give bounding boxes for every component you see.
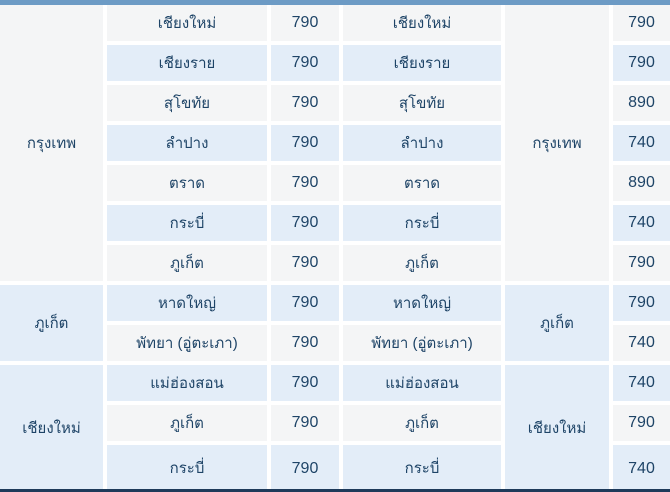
destination-cell-left: ลำปาง	[107, 125, 267, 161]
price-cell-left: 790	[271, 365, 339, 401]
price-cell-left: 790	[271, 85, 339, 121]
destination-cell-left: หาดใหญ่	[107, 285, 267, 321]
destination-cell-left: เชียงราย	[107, 45, 267, 81]
origin-cell-left-bangkok: กรุงเทพ	[0, 5, 103, 281]
origin-cell-left-chiangmai: เชียงใหม่	[0, 365, 103, 492]
destination-cell-right: เชียงราย	[343, 45, 501, 81]
destination-cell-right: สุโขทัย	[343, 85, 501, 121]
destination-cell-right: หาดใหญ่	[343, 285, 501, 321]
price-cell-right: 740	[613, 365, 670, 401]
price-cell-right: 740	[613, 325, 670, 361]
price-cell-right: 790	[613, 5, 670, 41]
price-cell-left: 790	[271, 245, 339, 281]
price-cell-right: 890	[613, 165, 670, 201]
destination-cell-left: สุโขทัย	[107, 85, 267, 121]
price-cell-left: 790	[271, 325, 339, 361]
destination-cell-left: กระบี่	[107, 205, 267, 241]
price-cell-right: 740	[613, 205, 670, 241]
price-cell-right: 740	[613, 445, 670, 492]
destination-cell-left: กระบี่	[107, 445, 267, 492]
destination-cell-left: ภูเก็ต	[107, 245, 267, 281]
price-cell-right: 740	[613, 125, 670, 161]
fare-table	[0, 5, 670, 492]
price-cell-right: 890	[613, 85, 670, 121]
price-cell-right: 790	[613, 285, 670, 321]
destination-cell-right: พัทยา (อู่ตะเภา)	[343, 325, 501, 361]
destination-cell-left: ภูเก็ต	[107, 405, 267, 441]
price-cell-right: 790	[613, 405, 670, 441]
destination-cell-right: ภูเก็ต	[343, 245, 501, 281]
price-cell-left: 790	[271, 405, 339, 441]
origin-cell-left-phuket: ภูเก็ต	[0, 285, 103, 361]
destination-cell-right: กระบี่	[343, 205, 501, 241]
destination-cell-right: เชียงใหม่	[343, 5, 501, 41]
destination-cell-right: ลำปาง	[343, 125, 501, 161]
price-cell-left: 790	[271, 205, 339, 241]
price-cell-left: 790	[271, 45, 339, 81]
destination-cell-left: พัทยา (อู่ตะเภา)	[107, 325, 267, 361]
destination-cell-left: ตราด	[107, 165, 267, 201]
destination-cell-right: แม่ฮ่องสอน	[343, 365, 501, 401]
price-cell-left: 790	[271, 5, 339, 41]
destination-cell-right: กระบี่	[343, 445, 501, 492]
price-cell-left: 790	[271, 165, 339, 201]
destination-cell-right: ตราด	[343, 165, 501, 201]
price-cell-right: 790	[613, 245, 670, 281]
price-cell-left: 790	[271, 125, 339, 161]
origin-cell-right-phuket: ภูเก็ต	[505, 285, 609, 361]
origin-cell-right-chiangmai: เชียงใหม่	[505, 365, 609, 492]
destination-cell-right: ภูเก็ต	[343, 405, 501, 441]
price-cell-left: 790	[271, 445, 339, 492]
price-cell-left: 790	[271, 285, 339, 321]
destination-cell-left: แม่ฮ่องสอน	[107, 365, 267, 401]
price-cell-right: 790	[613, 45, 670, 81]
destination-cell-left: เชียงใหม่	[107, 5, 267, 41]
origin-cell-right-bangkok: กรุงเทพ	[505, 5, 609, 281]
